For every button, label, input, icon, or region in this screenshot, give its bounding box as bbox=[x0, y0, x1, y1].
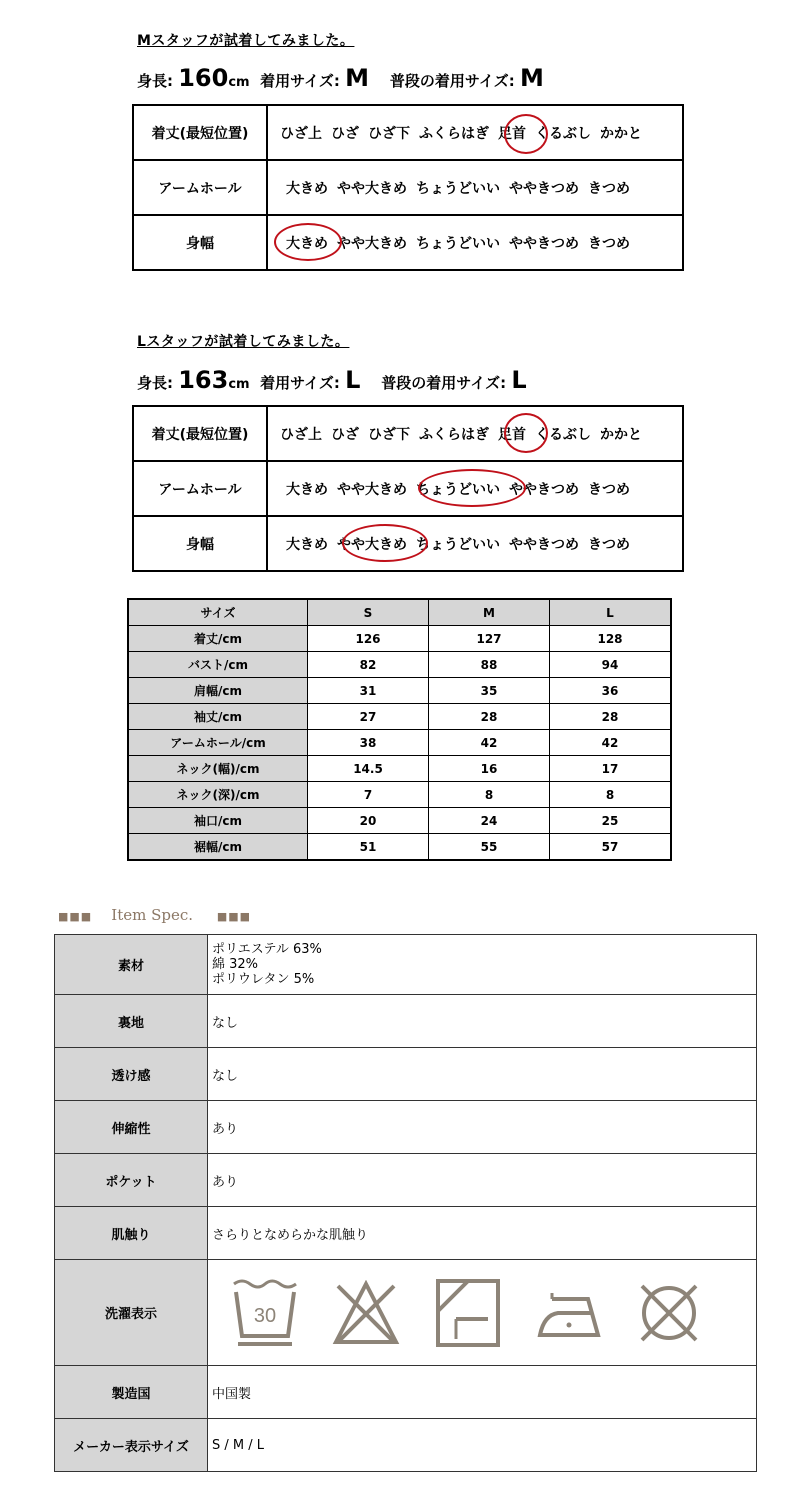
header-cell: L bbox=[550, 599, 672, 626]
cell: 35 bbox=[429, 678, 550, 704]
row-label: ネック(幅)/cm bbox=[128, 756, 308, 782]
wash-temp-label: 30 bbox=[253, 1304, 277, 1327]
option-selected: やや大きめ bbox=[337, 536, 407, 553]
spec-label: 肌触り bbox=[55, 1207, 208, 1260]
height-label: 身長: bbox=[137, 374, 173, 392]
spec-label: 製造国 bbox=[55, 1366, 208, 1419]
cell: 42 bbox=[550, 730, 672, 756]
row-label: ネック(深)/cm bbox=[128, 782, 308, 808]
spec-row-sheerness bbox=[55, 1048, 757, 1101]
fit-row-length bbox=[133, 406, 683, 461]
size-table bbox=[127, 598, 672, 861]
option: ちょうどいい bbox=[416, 536, 500, 553]
table-row bbox=[128, 808, 671, 834]
cell: 14.5 bbox=[308, 756, 429, 782]
cell: 8 bbox=[550, 782, 672, 808]
option: 大きめ bbox=[286, 536, 328, 553]
option: ふくらはぎ bbox=[419, 426, 489, 443]
option: ひざ bbox=[331, 426, 359, 443]
table-row bbox=[128, 652, 671, 678]
cell: 55 bbox=[429, 834, 550, 861]
cell: 28 bbox=[550, 704, 672, 730]
spec-label: 透け感 bbox=[55, 1048, 208, 1101]
fit-options bbox=[267, 406, 683, 461]
fit-options bbox=[267, 160, 683, 215]
cell: 38 bbox=[308, 730, 429, 756]
option: ややきつめ bbox=[509, 235, 579, 252]
table-row bbox=[128, 782, 671, 808]
usual-size-label: 普段の着用サイズ: bbox=[389, 72, 515, 90]
row-label: 袖口/cm bbox=[128, 808, 308, 834]
item-spec-table bbox=[54, 934, 757, 1472]
fit-label: 着丈(最短位置) bbox=[133, 406, 267, 461]
spec-value: なし bbox=[208, 995, 757, 1048]
fit-row-length bbox=[133, 105, 683, 160]
fit-label: アームホール bbox=[133, 461, 267, 516]
fit-label: アームホール bbox=[133, 160, 267, 215]
item-spec-title bbox=[58, 906, 251, 924]
row-label: 裾幅/cm bbox=[128, 834, 308, 861]
option: やや大きめ bbox=[337, 481, 407, 498]
cell: 57 bbox=[550, 834, 672, 861]
row-label: アームホール/cm bbox=[128, 730, 308, 756]
height-value: 160 bbox=[178, 64, 229, 92]
option: くるぶし bbox=[535, 125, 591, 142]
spec-label: ポケット bbox=[55, 1154, 208, 1207]
option: きつめ bbox=[588, 180, 630, 197]
cell: 8 bbox=[429, 782, 550, 808]
option: 大きめ bbox=[286, 180, 328, 197]
wash-30-icon bbox=[232, 1278, 298, 1348]
cell: 7 bbox=[308, 782, 429, 808]
drip-dry-shade-icon bbox=[434, 1277, 502, 1349]
option: やや大きめ bbox=[337, 180, 407, 197]
option: ふくらはぎ bbox=[419, 125, 489, 142]
cell: 127 bbox=[429, 626, 550, 652]
cell: 17 bbox=[550, 756, 672, 782]
spec-label: 素材 bbox=[55, 935, 208, 995]
spec-row-lining bbox=[55, 995, 757, 1048]
option: かかと bbox=[600, 125, 642, 142]
spec-row-material bbox=[55, 935, 757, 995]
fit-row-armhole bbox=[133, 160, 683, 215]
cell: 24 bbox=[429, 808, 550, 834]
option-selected: 大きめ bbox=[286, 235, 328, 252]
spec-row-texture bbox=[55, 1207, 757, 1260]
material-line: ポリエステル 63% bbox=[212, 942, 322, 957]
height-value: 163 bbox=[178, 366, 229, 394]
cell: 20 bbox=[308, 808, 429, 834]
spec-value: さらりとなめらかな肌触り bbox=[208, 1207, 757, 1260]
selection-circle bbox=[504, 413, 548, 453]
row-label: バスト/cm bbox=[128, 652, 308, 678]
cell: 82 bbox=[308, 652, 429, 678]
spec-value: 中国製 bbox=[208, 1366, 757, 1419]
table-row bbox=[128, 730, 671, 756]
fit-row-width bbox=[133, 215, 683, 270]
staff-m-heading: Mスタッフが試着してみました。 bbox=[137, 33, 355, 49]
cell: 88 bbox=[429, 652, 550, 678]
care-icons bbox=[208, 1260, 757, 1366]
table-row bbox=[128, 834, 671, 861]
fit-label: 身幅 bbox=[133, 215, 267, 270]
worn-size: M bbox=[345, 64, 369, 92]
header-cell: S bbox=[308, 599, 429, 626]
fit-label: 着丈(最短位置) bbox=[133, 105, 267, 160]
spec-value: あり bbox=[208, 1154, 757, 1207]
spec-row-pocket bbox=[55, 1154, 757, 1207]
spec-value: あり bbox=[208, 1101, 757, 1154]
staff-l-heading: Lスタッフが試着してみました。 bbox=[137, 334, 350, 350]
selection-circle bbox=[274, 223, 342, 261]
spec-label: 洗濯表示 bbox=[55, 1260, 208, 1366]
option: ややきつめ bbox=[509, 481, 579, 498]
option: ひざ上 bbox=[280, 125, 322, 142]
option: やや大きめ bbox=[337, 235, 407, 252]
fit-options bbox=[267, 516, 683, 571]
selection-circle bbox=[504, 114, 548, 154]
option: ちょうどいい bbox=[416, 235, 500, 252]
cell: 36 bbox=[550, 678, 672, 704]
option-selected: 足首 bbox=[498, 125, 526, 142]
cell: 16 bbox=[429, 756, 550, 782]
option: かかと bbox=[600, 426, 642, 443]
option-selected: 足首 bbox=[498, 426, 526, 443]
header-cell: サイズ bbox=[128, 599, 308, 626]
cell: 28 bbox=[429, 704, 550, 730]
usual-size-label: 普段の着用サイズ: bbox=[381, 374, 507, 392]
staff-m-info bbox=[137, 64, 544, 92]
spec-value: S / M / L bbox=[208, 1419, 757, 1472]
selection-circle bbox=[342, 524, 428, 562]
cell: 42 bbox=[429, 730, 550, 756]
option: ややきつめ bbox=[509, 180, 579, 197]
table-row bbox=[128, 756, 671, 782]
row-label: 肩幅/cm bbox=[128, 678, 308, 704]
spec-row-maker-size bbox=[55, 1419, 757, 1472]
deco-squares: ■■■ bbox=[216, 910, 252, 923]
spec-value bbox=[208, 935, 757, 995]
option: くるぶし bbox=[535, 426, 591, 443]
option: きつめ bbox=[588, 536, 630, 553]
row-label: 着丈/cm bbox=[128, 626, 308, 652]
table-row bbox=[128, 704, 671, 730]
material-line: ポリウレタン 5% bbox=[212, 972, 315, 987]
height-unit: cm bbox=[228, 75, 250, 90]
height-unit: cm bbox=[228, 377, 250, 392]
spec-row-country bbox=[55, 1366, 757, 1419]
table-row bbox=[128, 626, 671, 652]
spec-label: 裏地 bbox=[55, 995, 208, 1048]
size-table-header bbox=[128, 599, 671, 626]
no-dry-clean-icon bbox=[636, 1280, 702, 1346]
selection-circle bbox=[418, 469, 526, 507]
staff-l-info bbox=[137, 366, 527, 394]
no-bleach-icon bbox=[332, 1280, 400, 1346]
option: ひざ下 bbox=[368, 426, 410, 443]
cell: 51 bbox=[308, 834, 429, 861]
spec-row-stretch bbox=[55, 1101, 757, 1154]
usual-size: M bbox=[519, 64, 544, 92]
worn-size: L bbox=[345, 366, 361, 394]
cell: 126 bbox=[308, 626, 429, 652]
usual-size: L bbox=[511, 366, 527, 394]
cell: 25 bbox=[550, 808, 672, 834]
option: ちょうどいい bbox=[416, 180, 500, 197]
option: 大きめ bbox=[286, 481, 328, 498]
option: きつめ bbox=[588, 481, 630, 498]
spec-row-care bbox=[55, 1260, 757, 1366]
worn-size-label: 着用サイズ: bbox=[260, 374, 340, 392]
cell: 94 bbox=[550, 652, 672, 678]
table-row bbox=[128, 678, 671, 704]
row-label: 袖丈/cm bbox=[128, 704, 308, 730]
iron-low-icon bbox=[536, 1285, 602, 1341]
option: ひざ下 bbox=[368, 125, 410, 142]
spec-label: メーカー表示サイズ bbox=[55, 1419, 208, 1472]
option: ややきつめ bbox=[509, 536, 579, 553]
deco-squares: ■■■ bbox=[58, 910, 93, 923]
item-spec-label: Item Spec. bbox=[111, 906, 194, 924]
cell: 128 bbox=[550, 626, 672, 652]
spec-label: 伸縮性 bbox=[55, 1101, 208, 1154]
height-label: 身長: bbox=[137, 72, 173, 90]
fit-label: 身幅 bbox=[133, 516, 267, 571]
cell: 27 bbox=[308, 704, 429, 730]
staff-m-fit-table bbox=[132, 104, 684, 271]
header-cell: M bbox=[429, 599, 550, 626]
fit-row-armhole bbox=[133, 461, 683, 516]
option: ひざ bbox=[331, 125, 359, 142]
worn-size-label: 着用サイズ: bbox=[260, 72, 340, 90]
fit-options bbox=[267, 105, 683, 160]
spec-value: なし bbox=[208, 1048, 757, 1101]
option-selected: ちょうどいい bbox=[416, 481, 500, 498]
option: ひざ上 bbox=[280, 426, 322, 443]
option: きつめ bbox=[588, 235, 630, 252]
cell: 31 bbox=[308, 678, 429, 704]
material-line: 綿 32% bbox=[212, 957, 259, 972]
